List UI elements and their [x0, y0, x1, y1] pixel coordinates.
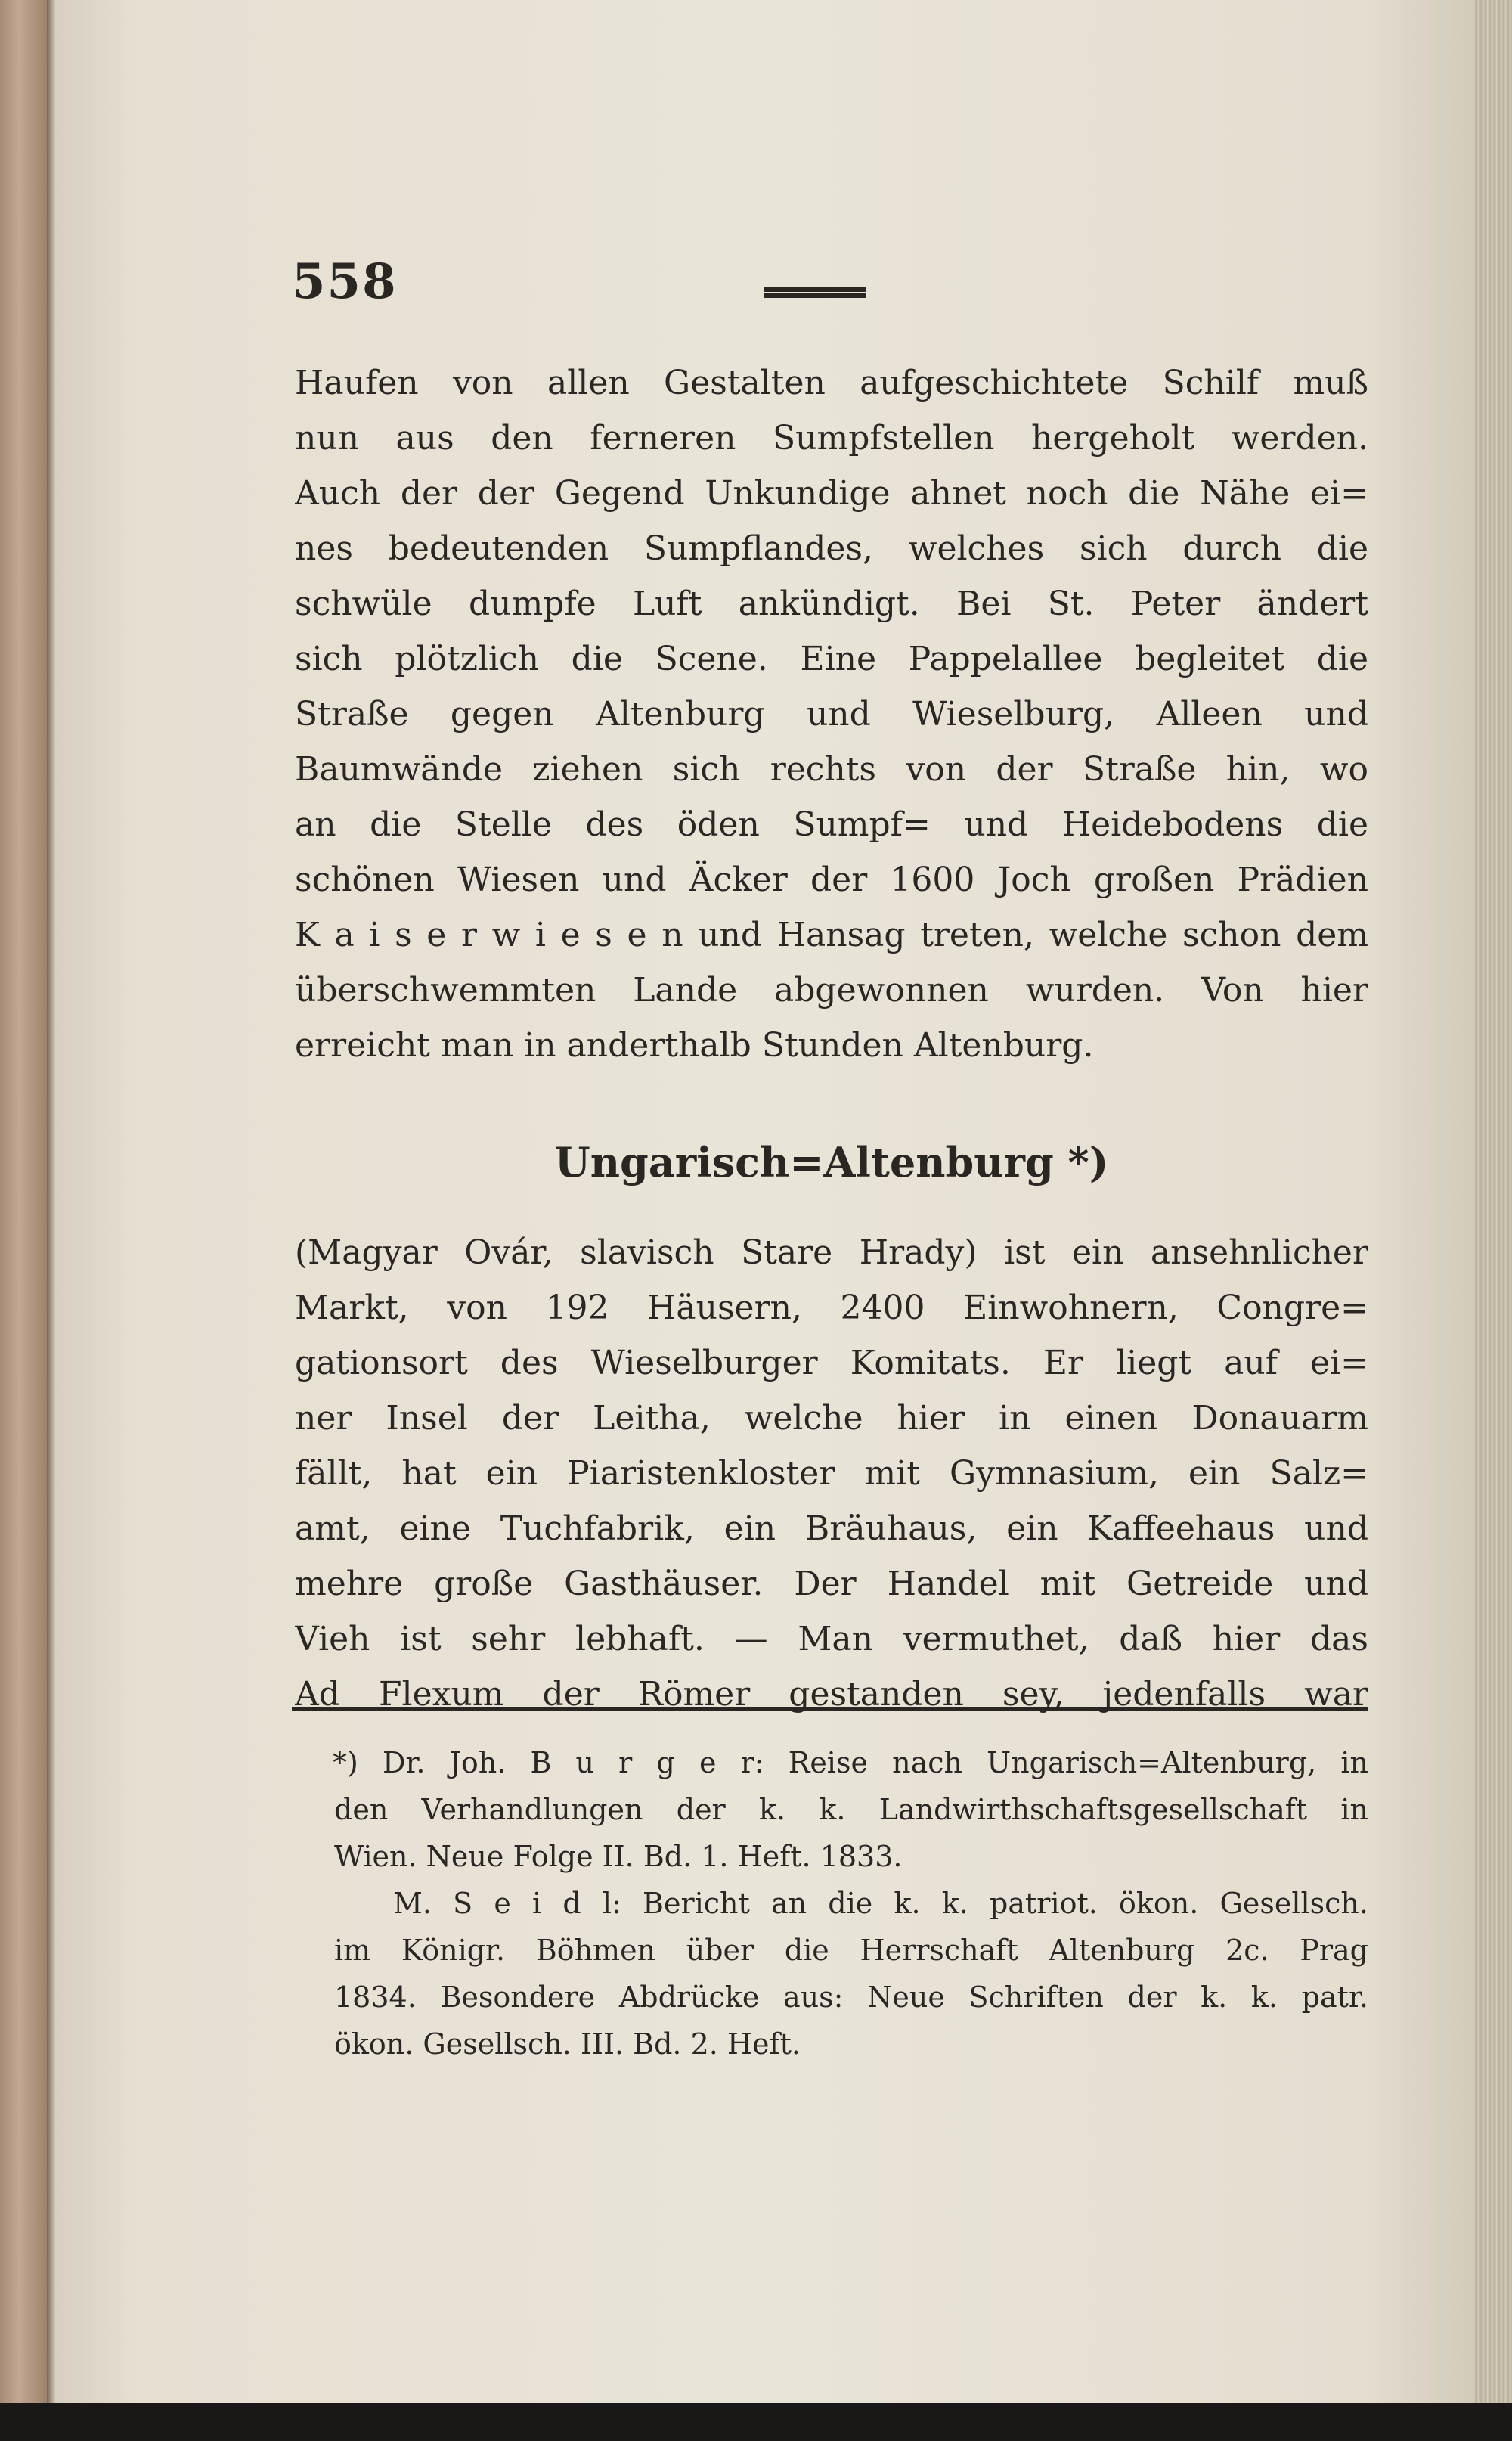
text-line: Vieh ist sehr lebhaft. — Man vermuthet, daß hier das — [295, 1620, 1368, 1658]
header-ornament-rule — [764, 287, 866, 298]
footnote-divider — [292, 1707, 1368, 1711]
text-line: K a i s e r w i e s e n und Hansag treten, welche schon dem — [295, 916, 1368, 954]
book-spine — [0, 0, 47, 2441]
text-line: überschwemmten Lande abgewonnen wurden. Von hier — [295, 971, 1368, 1010]
page-number: 558 — [292, 253, 398, 310]
text-line: nun aus den ferneren Sumpfstellen hergeholt werden. — [295, 419, 1368, 457]
text-line: (Magyar Ovár, slavisch Stare Hrady) ist ein ansehnlicher — [295, 1233, 1368, 1272]
footnote-line: Wien. Neue Folge II. Bd. 1. Heft. 1833. — [334, 1840, 903, 1873]
text-line: fällt, hat ein Piaristenkloster mit Gymnasium, ein Salz= — [295, 1454, 1368, 1493]
section-title: Ungarisch=Altenburg *) — [554, 1138, 1109, 1186]
text-line: gationsort des Wieselburger Komitats. Er liegt auf ei= — [295, 1344, 1368, 1382]
footnote-line: ökon. Gesellsch. III. Bd. 2. Heft. — [334, 2027, 801, 2061]
text-line: sich plötzlich die Scene. Eine Pappelallee begleitet die — [295, 640, 1368, 678]
text-line: schönen Wiesen und Äcker der 1600 Joch großen Prädien — [295, 861, 1368, 899]
footnote-line: im Königr. Böhmen über die Herrschaft Altenburg 2c. Prag — [334, 1934, 1368, 1967]
text-line: Baumwände ziehen sich rechts von der Straße hin, wo — [295, 750, 1368, 789]
text-line: nes bedeutenden Sumpflandes, welches sich durch die — [295, 529, 1368, 568]
main-paragraph — [295, 355, 1368, 1073]
gutter-shadow — [47, 0, 56, 2441]
footnotes — [295, 1739, 1368, 2067]
text-line: erreicht man in anderthalb Stunden Altenburg. — [295, 1026, 1094, 1065]
text-line: ner Insel der Leitha, welche hier in einen Donauarm — [295, 1399, 1368, 1438]
text-line: schwüle dumpfe Luft ankündigt. Bei St. Peter ändert — [295, 585, 1368, 623]
text-line: Ad Flexum der Römer gestanden sey, jedenfalls war — [295, 1675, 1368, 1714]
text-line: Markt, von 192 Häusern, 2400 Einwohnern, Congre= — [295, 1289, 1368, 1327]
page-header — [292, 253, 1365, 321]
footnote-line: M. S e i d l: Bericht an die k. k. patriot. ökon. Gesellsch. — [393, 1887, 1368, 1920]
section-paragraph — [295, 1225, 1368, 1722]
footnote-line: *) Dr. Joh. B u r g e r: Reise nach Ungarisch=Altenburg, in — [333, 1746, 1368, 1779]
text-line: Haufen von allen Gestalten aufgeschichtete Schilf muß — [295, 364, 1368, 402]
text-line: amt, eine Tuchfabrik, ein Bräuhaus, ein Kaffeehaus und — [295, 1509, 1368, 1548]
footnote-line: den Verhandlungen der k. k. Landwirthschaftsgesellschaft in — [334, 1793, 1368, 1826]
footnote-line: 1834. Besondere Abdrücke aus: Neue Schriften der k. k. patr. — [334, 1980, 1368, 2014]
text-line: mehre große Gasthäuser. Der Handel mit Getreide und — [295, 1565, 1368, 1603]
text-line: Auch der der Gegend Unkundige ahnet noch die Nähe ei= — [295, 474, 1368, 513]
bottom-shadow — [0, 2403, 1512, 2441]
text-line: an die Stelle des öden Sumpf= und Heidebodens die — [295, 805, 1368, 844]
page-fore-edge — [1474, 0, 1512, 2403]
text-line: Straße gegen Altenburg und Wieselburg, Alleen und — [295, 695, 1368, 734]
